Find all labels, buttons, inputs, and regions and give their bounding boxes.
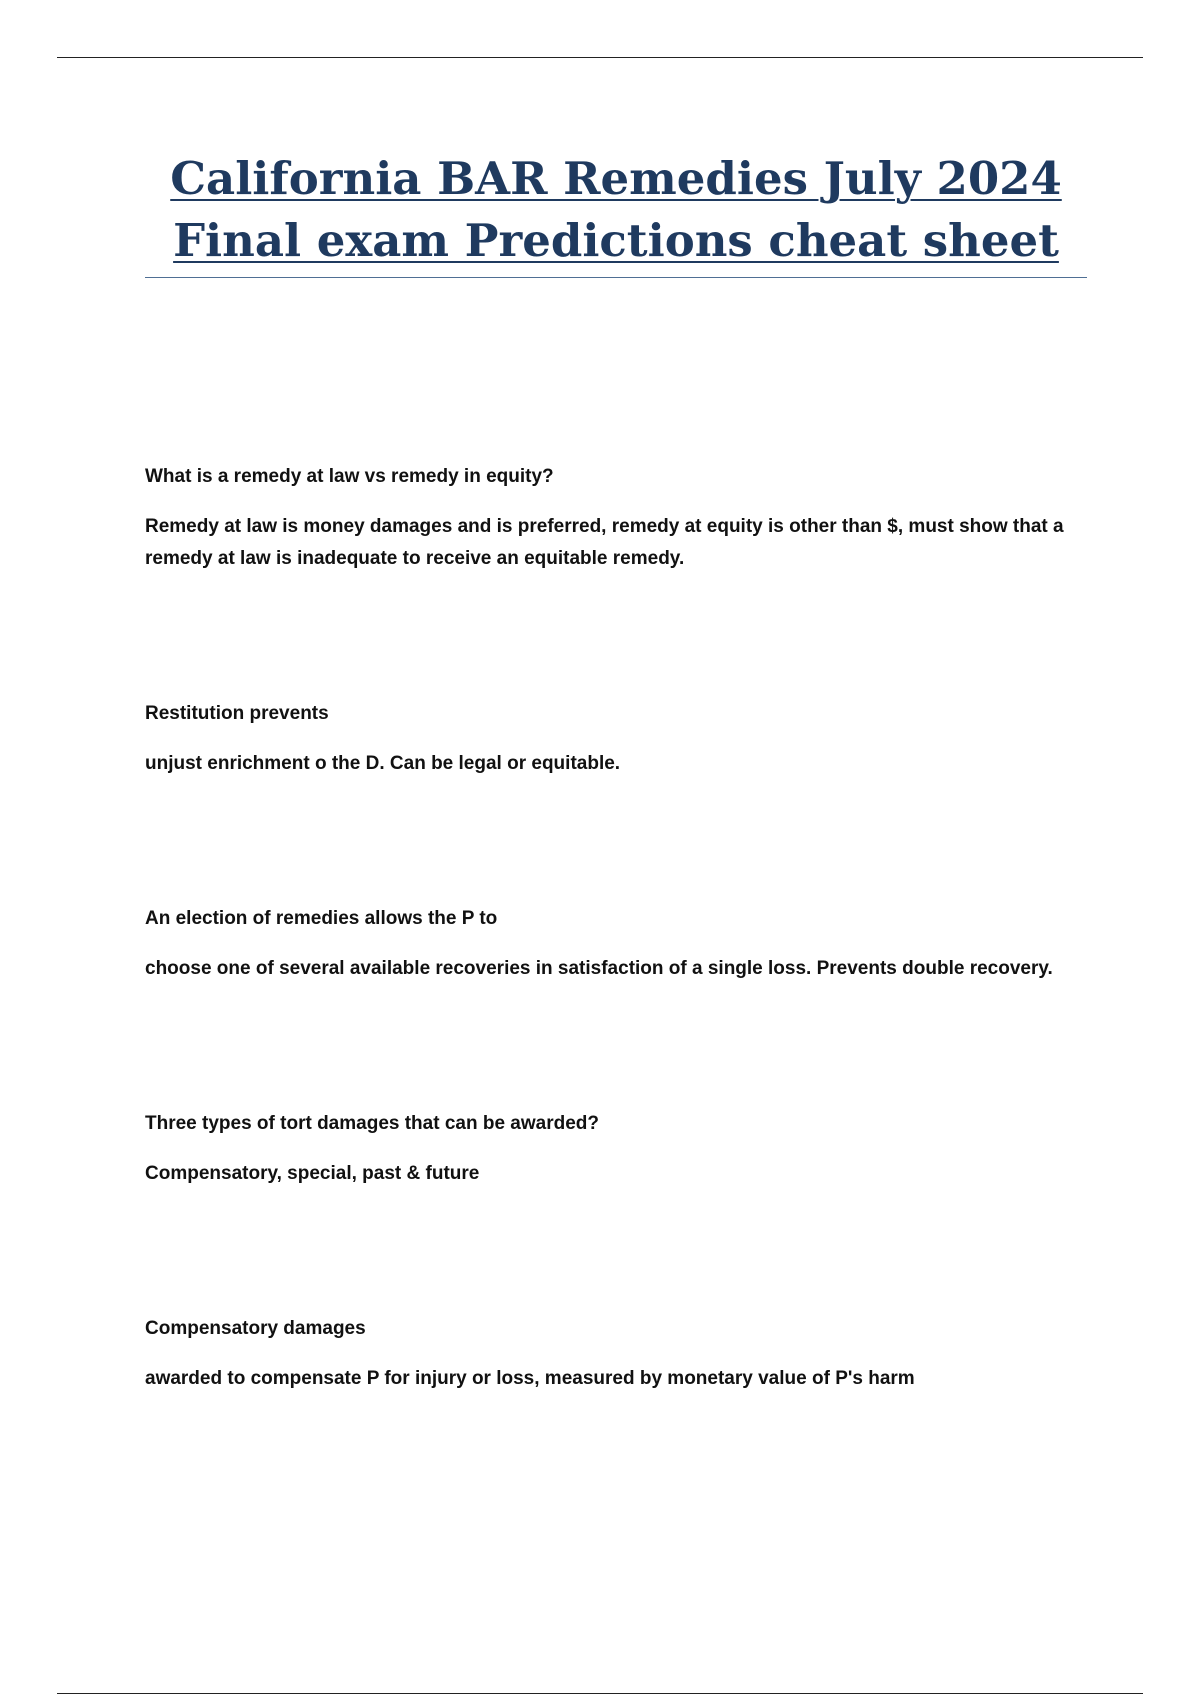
question-text: Restitution prevents: [145, 703, 329, 724]
title-underline-rule: [145, 277, 1087, 278]
answer-text: unjust enrichment o the D. Can be legal or equitable.: [145, 753, 621, 774]
top-rule: [57, 57, 1143, 58]
answer-text: Compensatory, special, past & future: [145, 1163, 480, 1184]
question-text: Compensatory damages: [145, 1318, 366, 1339]
question-text: Three types of tort damages that can be awarded?: [145, 1113, 599, 1134]
qa-item: [145, 1110, 1095, 1190]
qa-item: [145, 463, 1095, 575]
question-text: What is a remedy at law vs remedy in equity?: [145, 466, 554, 487]
page-title: [145, 148, 1087, 272]
bottom-rule: [57, 1693, 1143, 1694]
answer-text: awarded to compensate P for injury or loss, measured by monetary value of P's harm: [145, 1368, 915, 1389]
answer-text: Remedy at law is money damages and is preferred, remedy at equity is other than $, must show that a remedy at law is inadequate to receive an equitable remedy.: [145, 516, 1064, 569]
qa-item: [145, 700, 1095, 780]
title-line-1: California BAR Remedies July 2024: [170, 152, 1062, 205]
qa-item: [145, 905, 1095, 985]
qa-item: [145, 1315, 1095, 1395]
answer-text: choose one of several available recoveries in satisfaction of a single loss. Prevents double recovery.: [145, 958, 1053, 979]
title-line-2: Final exam Predictions cheat sheet: [173, 214, 1059, 267]
question-text: An election of remedies allows the P to: [145, 908, 498, 929]
